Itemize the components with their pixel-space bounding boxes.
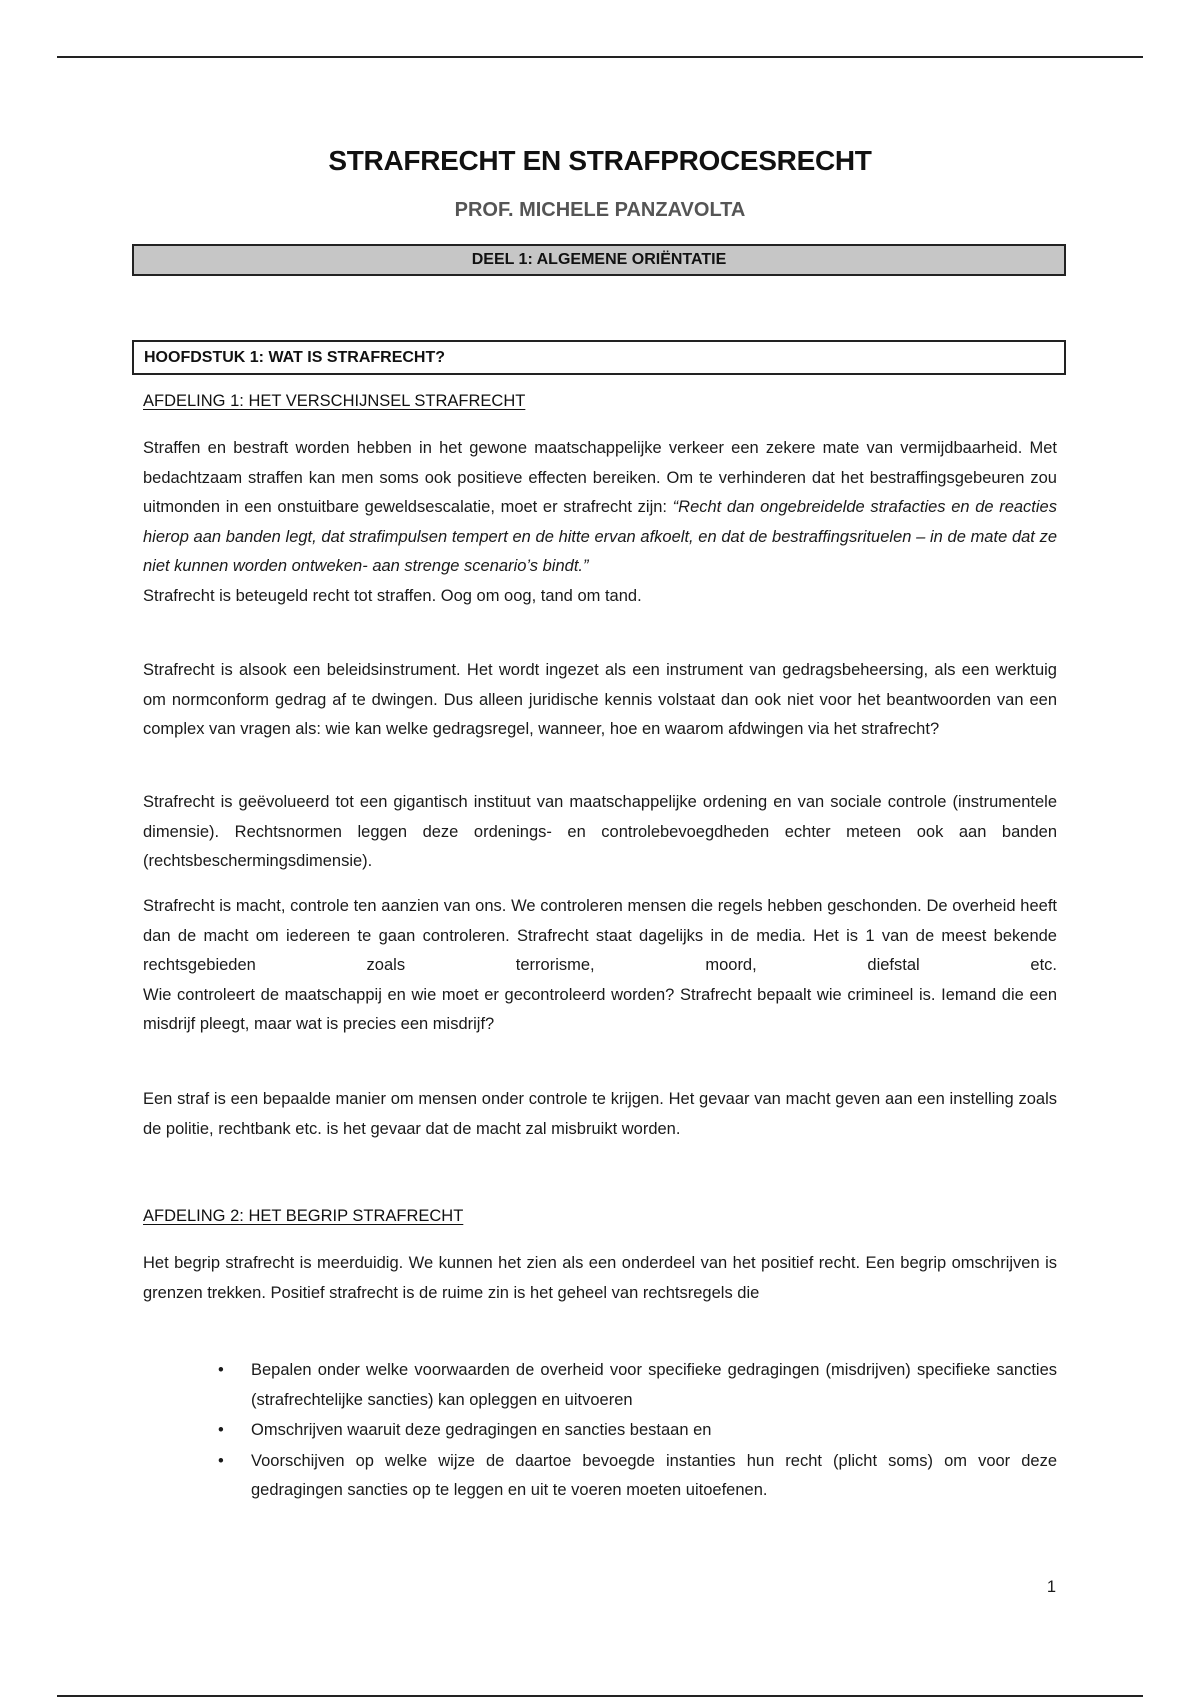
section-1-paragraph-2: Strafrecht is alsook een beleidsinstrument. Het wordt ingezet als een instrument van gedragsbeheersing, als een werktuig om normconform gedrag af te dwingen. Dus alleen juridische kennis volstaat dan ook niet voor het beantwoorden van een complex van vragen als: wie kan welke gedragsregel, wanneer, hoe en waarom afdwingen via het strafrecht? bbox=[143, 661, 1057, 738]
page-number: 1 bbox=[1046, 1578, 1056, 1596]
bullet-icon: • bbox=[218, 1421, 224, 1439]
section-2-heading: AFDELING 2: HET BEGRIP STRAFRECHT bbox=[143, 1207, 464, 1225]
list-item-text: Omschrijven waaruit deze gedragingen en sancties bestaan en bbox=[251, 1421, 712, 1439]
section-1-paragraph-4 bbox=[143, 892, 1057, 1040]
part-heading: DEEL 1: ALGEMENE ORIËNTATIE bbox=[132, 244, 1066, 276]
header-rule bbox=[57, 56, 1143, 58]
document-author: PROF. MICHELE PANZAVOLTA bbox=[454, 199, 746, 221]
bullet-icon: • bbox=[218, 1361, 224, 1379]
section-2-paragraph-1: Het begrip strafrecht is meerduidig. We kunnen het zien als een onderdeel van het positief recht. Een begrip omschrijven is grenzen trekken. Positief strafrecht is de ruime zin is het geheel van rechtsregels die bbox=[143, 1254, 1057, 1302]
paragraph-text: Strafrecht is macht, controle ten aanzien van ons. We controleren mensen die regels hebben geschonden. De overheid heeft dan de macht om iedereen te gaan controleren. Strafrecht staat dagelijks in de media. Het is 1 van de meest bekende rechtsgebieden zoals terrorisme, moord, diefstal etc. bbox=[143, 897, 1057, 974]
quote-text: “Recht dan ongebreidelde strafacties en de reacties hierop aan banden legt, dat strafimpulsen tempert en de hitte ervan afkoelt, en dat de bestraffingsrituelen – in de mate dat ze niet kunnen worden ontweken- aan strenge scenario’s bindt.” bbox=[143, 498, 1057, 575]
paragraph-text: Wie controleert de maatschappij en wie moet er gecontroleerd worden? Strafrecht bepaalt wie crimineel is. Iemand die een misdrijf pleegt, maar wat is precies een misdrijf? bbox=[143, 985, 1057, 1033]
list-item bbox=[143, 1416, 1057, 1446]
chapter-heading: HOOFDSTUK 1: WAT IS STRAFRECHT? bbox=[132, 340, 1066, 375]
section-1-paragraph-5: Een straf is een bepaalde manier om mensen onder controle te krijgen. Het gevaar van macht geven aan een instelling zoals de politie, rechtbank etc. is het gevaar dat de macht zal misbruikt worden. bbox=[143, 1090, 1057, 1138]
bullet-icon: • bbox=[218, 1451, 224, 1470]
paragraph-text: Strafrecht is beteugeld recht tot straffen. Oog om oog, tand om tand. bbox=[143, 586, 642, 605]
document-title: STRAFRECHT EN STRAFPROCESRECHT bbox=[328, 145, 872, 176]
section-1-paragraph-1 bbox=[143, 434, 1057, 611]
definition-list bbox=[143, 1356, 1057, 1507]
section-1-paragraph-3: Strafrecht is geëvolueerd tot een gigantisch instituut van maatschappelijke ordening en van sociale controle (instrumentele dimensie). Rechtsnormen leggen deze ordenings- en controlebevoegdheden echter meteen ook aan banden (rechtsbeschermingsdimensie). bbox=[143, 793, 1057, 870]
list-item bbox=[143, 1356, 1057, 1415]
list-item-text: Bepalen onder welke voorwaarden de overheid voor specifieke gedragingen (misdrijven) specifieke sancties (strafrechtelijke sancties) kan opleggen en uitvoeren bbox=[251, 1361, 1057, 1409]
footer-rule bbox=[57, 1695, 1143, 1697]
list-item bbox=[143, 1447, 1057, 1506]
list-item-text: Voorschijven op welke wijze de daartoe bevoegde instanties hun recht (plicht soms) om voor deze gedragingen sancties op te leggen en uit te voeren moeten uitoefenen. bbox=[251, 1451, 1057, 1499]
paragraph-text: Straffen en bestraft worden hebben in het gewone maatschappelijke verkeer een zekere mate van vermijdbaarheid. Met bedachtzaam straffen kan men soms ook positieve effecten bereiken. Om te verhinderen dat het bestraffingsgebeuren zou uitmonden in een onstuitbare geweldsescalatie, moet er strafrecht zijn: bbox=[143, 439, 1057, 516]
section-1-heading: AFDELING 1: HET VERSCHIJNSEL STRAFRECHT bbox=[143, 392, 526, 410]
